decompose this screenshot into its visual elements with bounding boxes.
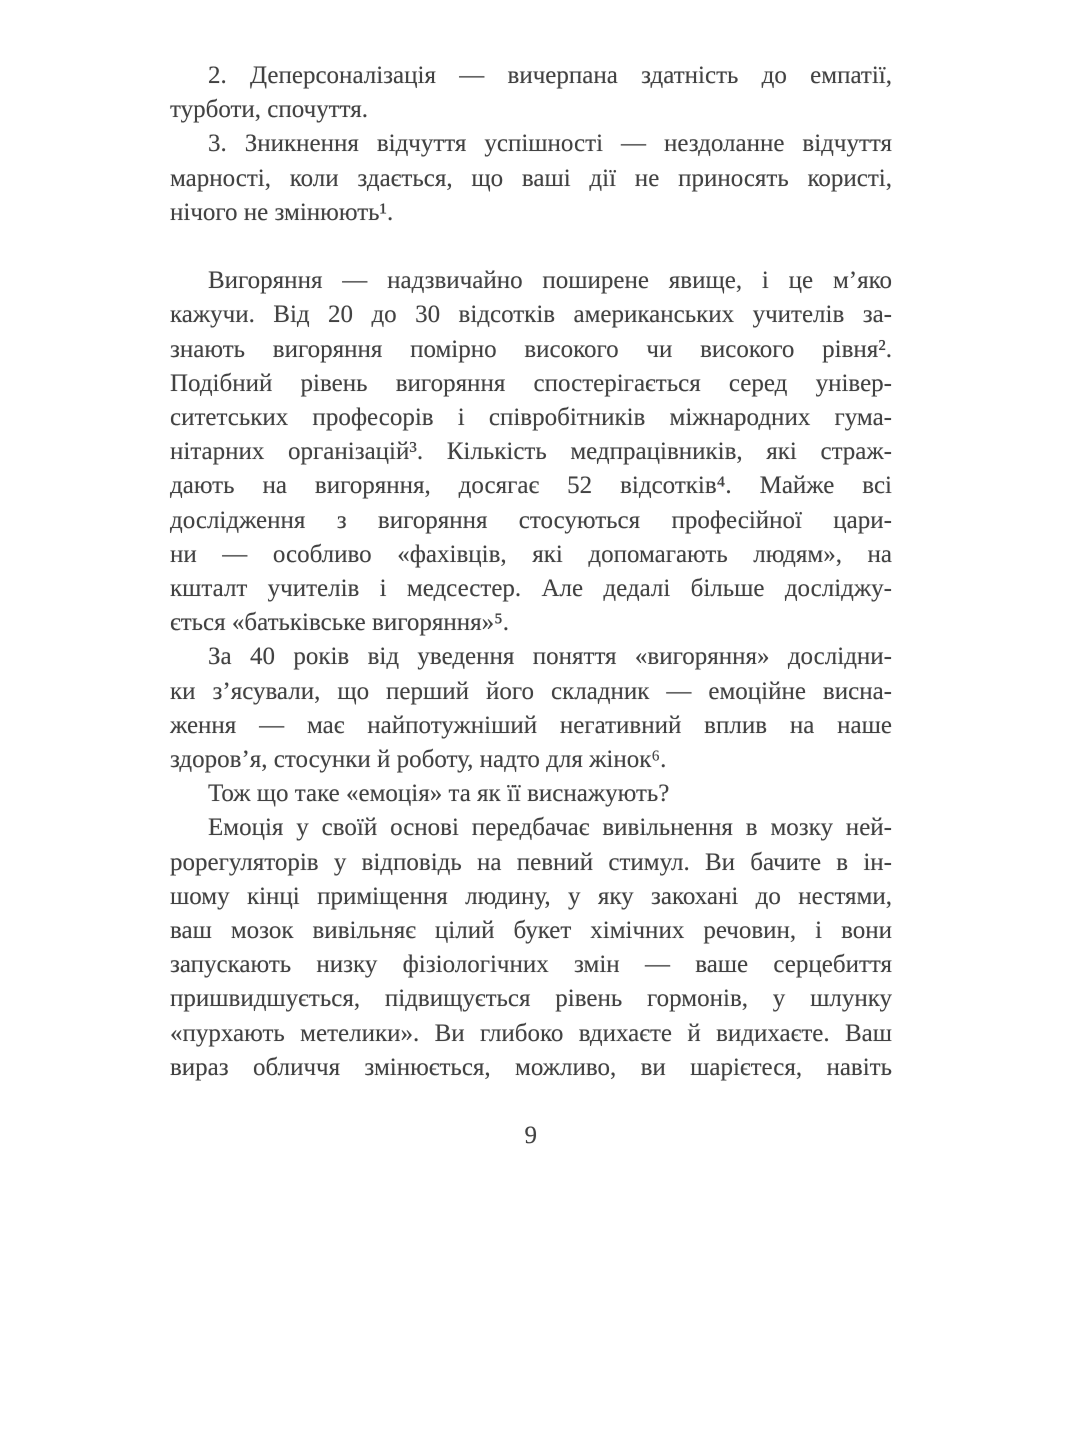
text-line: За 40 років від уведення поняття «вигоряння» дослідни- — [208, 643, 892, 671]
text-line: Вигоряння — надзвичайно поширене явище, і це м’яко — [208, 267, 892, 295]
text-line: «пурхають метелики». Ви глибоко вдихаєте й видихаєте. Ваш — [170, 1019, 892, 1047]
text-line: здоров’я, стосунки й роботу, надто для жінок⁶. — [170, 746, 667, 774]
text-line: дослідження з вигоряння стосуються професійної цари- — [170, 506, 892, 534]
text-line: кажучи. Від 20 до 30 відсотків американських учителів за- — [170, 301, 892, 329]
text-line: Емоція у своїй основі передбачає вивільнення в мозку ней- — [208, 814, 892, 842]
text-line: 3. Зникнення відчуття успішності — нездоланне відчуття — [208, 130, 892, 158]
text-line: кшталт учителів і медсестер. Але дедалі більше досліджу- — [170, 575, 892, 603]
text-line: марності, коли здається, що ваші дії не приносять користі, — [170, 164, 892, 192]
text-line: Тож що таке «емоція» та як її виснажують? — [208, 780, 670, 808]
text-line: турботи, спочуття. — [170, 96, 368, 124]
text-line: пришвидшується, підвищується рівень гормонів, у шлунку — [170, 985, 892, 1013]
text-line: ки з’ясували, що перший його складник — емоційне висна- — [170, 677, 892, 705]
text-line: Подібний рівень вигоряння спостерігається серед універ- — [170, 369, 892, 397]
text-line: ється «батьківське вигоряння»⁵. — [170, 609, 510, 637]
text-line: ситетських професорів і співробітників міжнародних гума- — [170, 404, 892, 432]
text-line: рорегуляторів у відповідь на певний стимул. Ви бачите в ін- — [170, 848, 892, 876]
text-line: ни — особливо «фахівців, які допомагають людям», на — [170, 540, 892, 568]
text-line: ваш мозок вивільняє цілий букет хімічних речовин, і вони — [170, 917, 892, 945]
text-line: ження — має найпотужніший негативний вплив на наше — [170, 711, 892, 739]
text-line: вираз обличчя змінюється, можливо, ви шарієтеся, навіть — [170, 1053, 892, 1081]
text-line: знають вигоряння помірно високого чи високого рівня². — [170, 335, 892, 363]
text-line: нічого не змінюють¹. — [170, 198, 394, 226]
text-line: дають на вигоряння, досягає 52 відсотків⁴. Майже всі — [170, 472, 892, 500]
body-text — [170, 59, 892, 1153]
text-line: запускають низку фізіологічних змін — ваше серцебиття — [170, 951, 892, 979]
page-number: 9 — [524, 1122, 538, 1150]
text-line: нітарних організацій³. Кількість медпрацівників, які страж- — [170, 438, 892, 466]
text-line: 2. Деперсоналізація — вичерпана здатність до емпатії, — [208, 62, 892, 89]
text-line: шому кінці приміщення людину, у яку закохані до нестями, — [170, 882, 892, 910]
